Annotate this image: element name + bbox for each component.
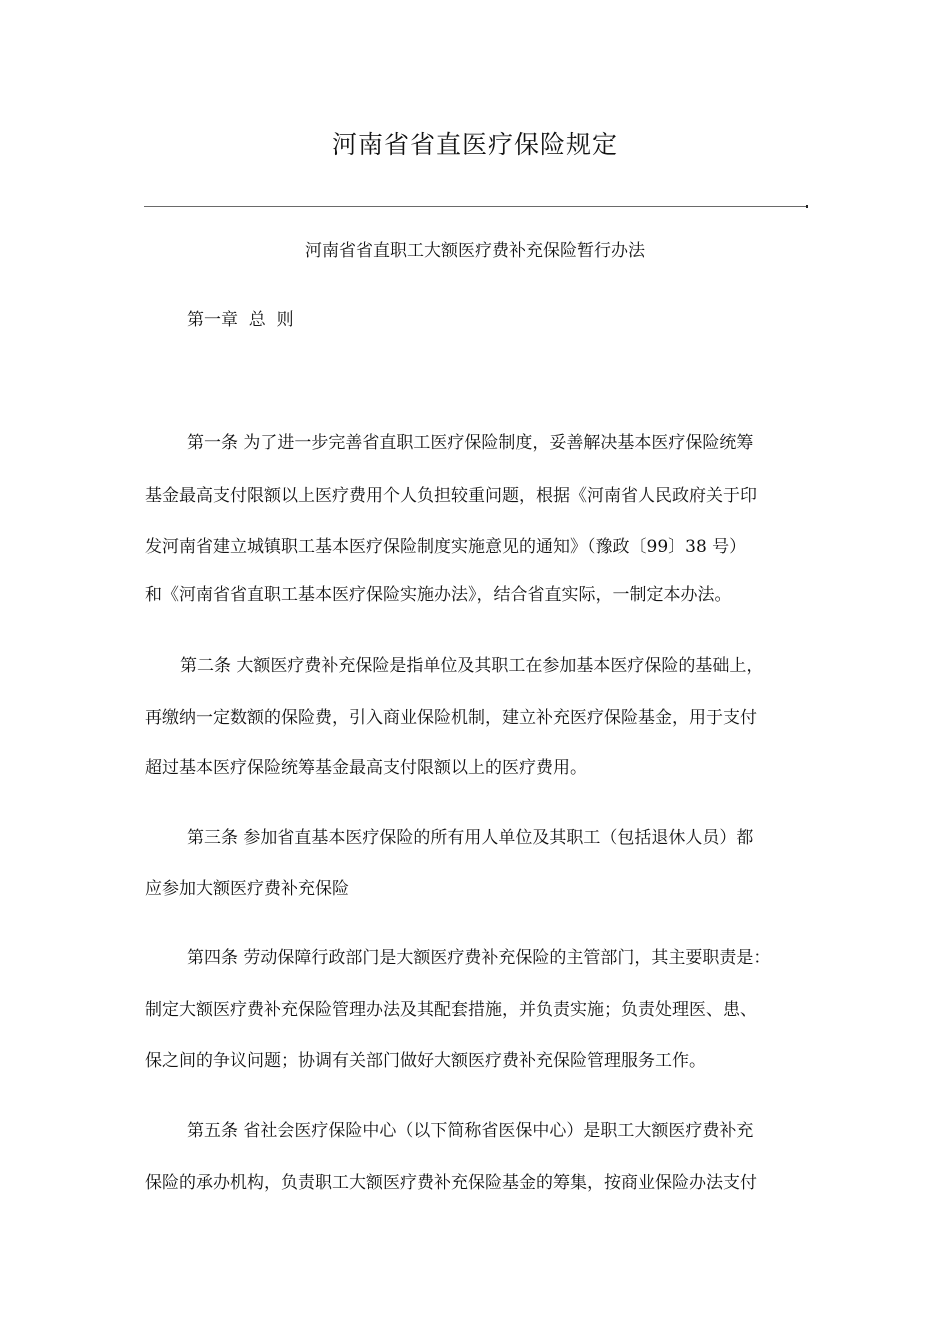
article-5-line-2: 保险的承办机构，负责职工大额医疗费补充保险基金的筹集，按商业保险办法支付	[145, 1173, 757, 1193]
document-subtitle: 河南省省直职工大额医疗费补充保险暂行办法	[305, 241, 645, 261]
article-1-line-4: 和《河南省省直职工基本医疗保险实施办法》，结合省直实际，一制定本办法。	[145, 585, 732, 605]
article-4-line-2: 制定大额医疗费补充保险管理办法及其配套措施，并负责实施；负责处理医、患、	[145, 1000, 757, 1020]
article-2-line-3: 超过基本医疗保险统筹基金最高支付限额以上的医疗费用。	[145, 758, 587, 778]
article-4-line-1: 第四条 劳动保障行政部门是大额医疗费补充保险的主管部门，其主要职责是：	[187, 948, 771, 968]
document-title: 河南省省直医疗保险规定	[331, 130, 618, 159]
article-2-line-1: 第二条 大额医疗费补充保险是指单位及其职工在参加基本医疗保险的基础上，	[180, 656, 764, 676]
article-3-line-1: 第三条 参加省直基本医疗保险的所有用人单位及其职工（包括退休人员）都	[187, 828, 754, 848]
article-5-line-1: 第五条 省社会医疗保险中心（以下简称省医保中心）是职工大额医疗费补充	[187, 1121, 754, 1141]
article-2-line-2: 再缴纳一定数额的保险费，引入商业保险机制，建立补充医疗保险基金，用于支付	[145, 708, 757, 728]
divider-end-mark	[806, 205, 808, 208]
article-1-line-3: 发河南省建立城镇职工基本医疗保险制度实施意见的通知》（豫政〔99〕38 号）	[145, 537, 747, 557]
article-4-line-3: 保之间的争议问题；协调有关部门做好大额医疗费补充保险管理服务工作。	[145, 1051, 706, 1071]
article-3-line-2: 应参加大额医疗费补充保险	[145, 879, 349, 899]
chapter-heading: 第一章 总 则	[187, 310, 294, 330]
article-1-line-1: 第一条 为了进一步完善省直职工医疗保险制度，妥善解决基本医疗保险统筹	[187, 433, 754, 453]
article-1-line-2: 基金最高支付限额以上医疗费用个人负担较重问题，根据《河南省人民政府关于印	[145, 486, 757, 506]
header-divider	[144, 206, 808, 207]
